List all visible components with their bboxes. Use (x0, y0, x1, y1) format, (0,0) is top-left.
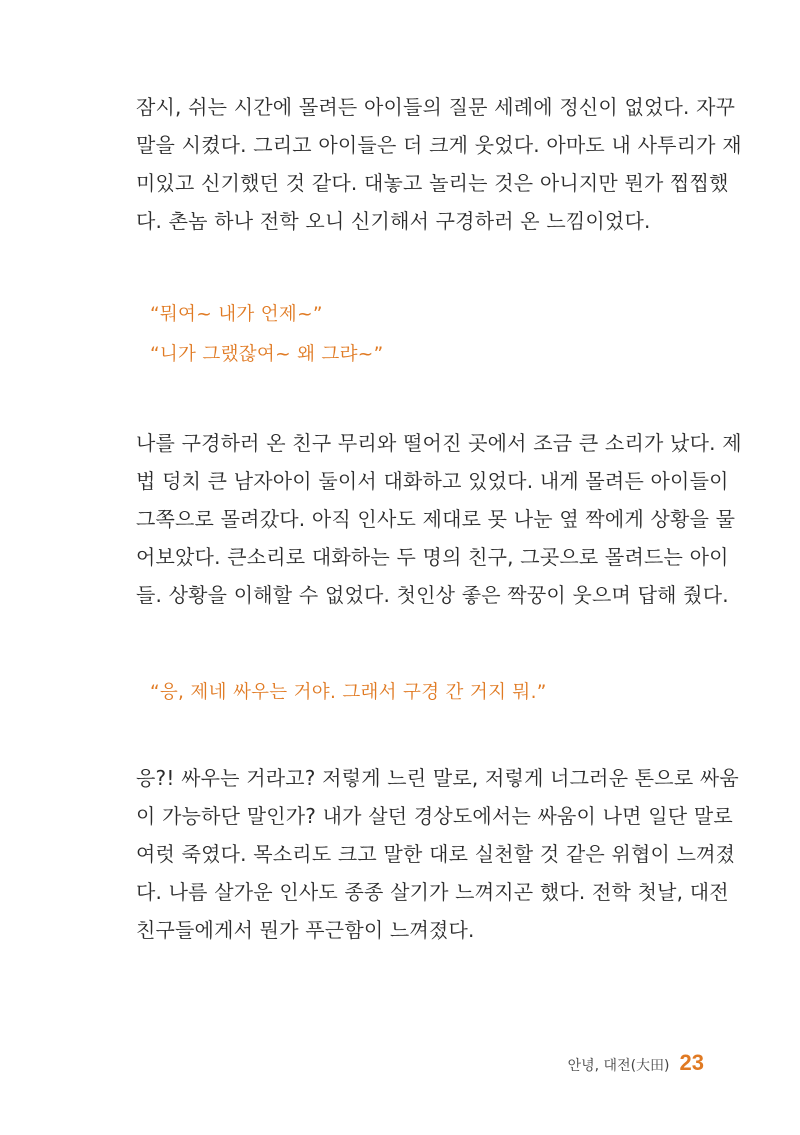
running-title: 안녕, 대전(大田) (567, 1058, 670, 1074)
paragraph-line: 미있고 신기했던 것 같다. 대놓고 놀리는 것은 아니지만 뭔가 찝찝했 (136, 171, 729, 195)
paragraph-line: 다. 나름 살가운 인사도 종종 살기가 느껴지곤 했다. 전학 첫날, 대전 (136, 880, 729, 904)
dialogue-quote-1: “뭐여~ 내가 언제~” (150, 304, 323, 325)
paragraph-2 (136, 424, 742, 614)
paragraph-line: 응?! 싸우는 거라고? 저렇게 느린 말로, 저렇게 너그러운 톤으로 싸움 (136, 766, 739, 790)
paragraph-line: 그쪽으로 몰려갔다. 아직 인사도 제대로 못 나눈 옆 짝에게 상황을 물 (136, 507, 736, 531)
page-number: 23 (679, 1050, 704, 1075)
paragraph-line: 친구들에게서 뭔가 푸근함이 느껴졌다. (136, 918, 475, 942)
paragraph-line: 들. 상황을 이해할 수 없었다. 첫인상 좋은 짝꿍이 웃으며 답해 줬다. (136, 583, 729, 607)
paragraph-line: 이 가능하단 말인가? 내가 살던 경상도에서는 싸움이 나면 일단 말로 (136, 804, 733, 828)
paragraph-line: 나를 구경하러 온 친구 무리와 떨어진 곳에서 조금 큰 소리가 났다. 제 (136, 431, 742, 455)
paragraph-line: 법 덩치 큰 남자아이 둘이서 대화하고 있었다. 내게 몰려든 아이들이 (136, 469, 729, 493)
paragraph-line: 다. 촌놈 하나 전학 오니 신기해서 구경하러 온 느낌이었다. (136, 209, 651, 233)
dialogue-quote-3: “응, 제네 싸우는 거야. 그래서 구경 간 거지 뭐.” (150, 682, 547, 703)
paragraph-line: 말을 시켰다. 그리고 아이들은 더 크게 웃었다. 아마도 내 사투리가 재 (136, 133, 742, 157)
paragraph-line: 여럿 죽였다. 목소리도 크고 말한 대로 실천할 것 같은 위협이 느껴졌 (136, 842, 736, 866)
paragraph-line: 잠시, 쉬는 시간에 몰려든 아이들의 질문 세례에 정신이 없었다. 자꾸 (136, 95, 736, 119)
paragraph-1 (136, 88, 742, 240)
paragraph-3 (136, 759, 739, 949)
page-footer (568, 1050, 704, 1080)
dialogue-quote-2: “니가 그랬잖여~ 왜 그랴~” (150, 344, 384, 365)
paragraph-line: 어보았다. 큰소리로 대화하는 두 명의 친구, 그곳으로 몰려드는 아이 (136, 545, 729, 569)
